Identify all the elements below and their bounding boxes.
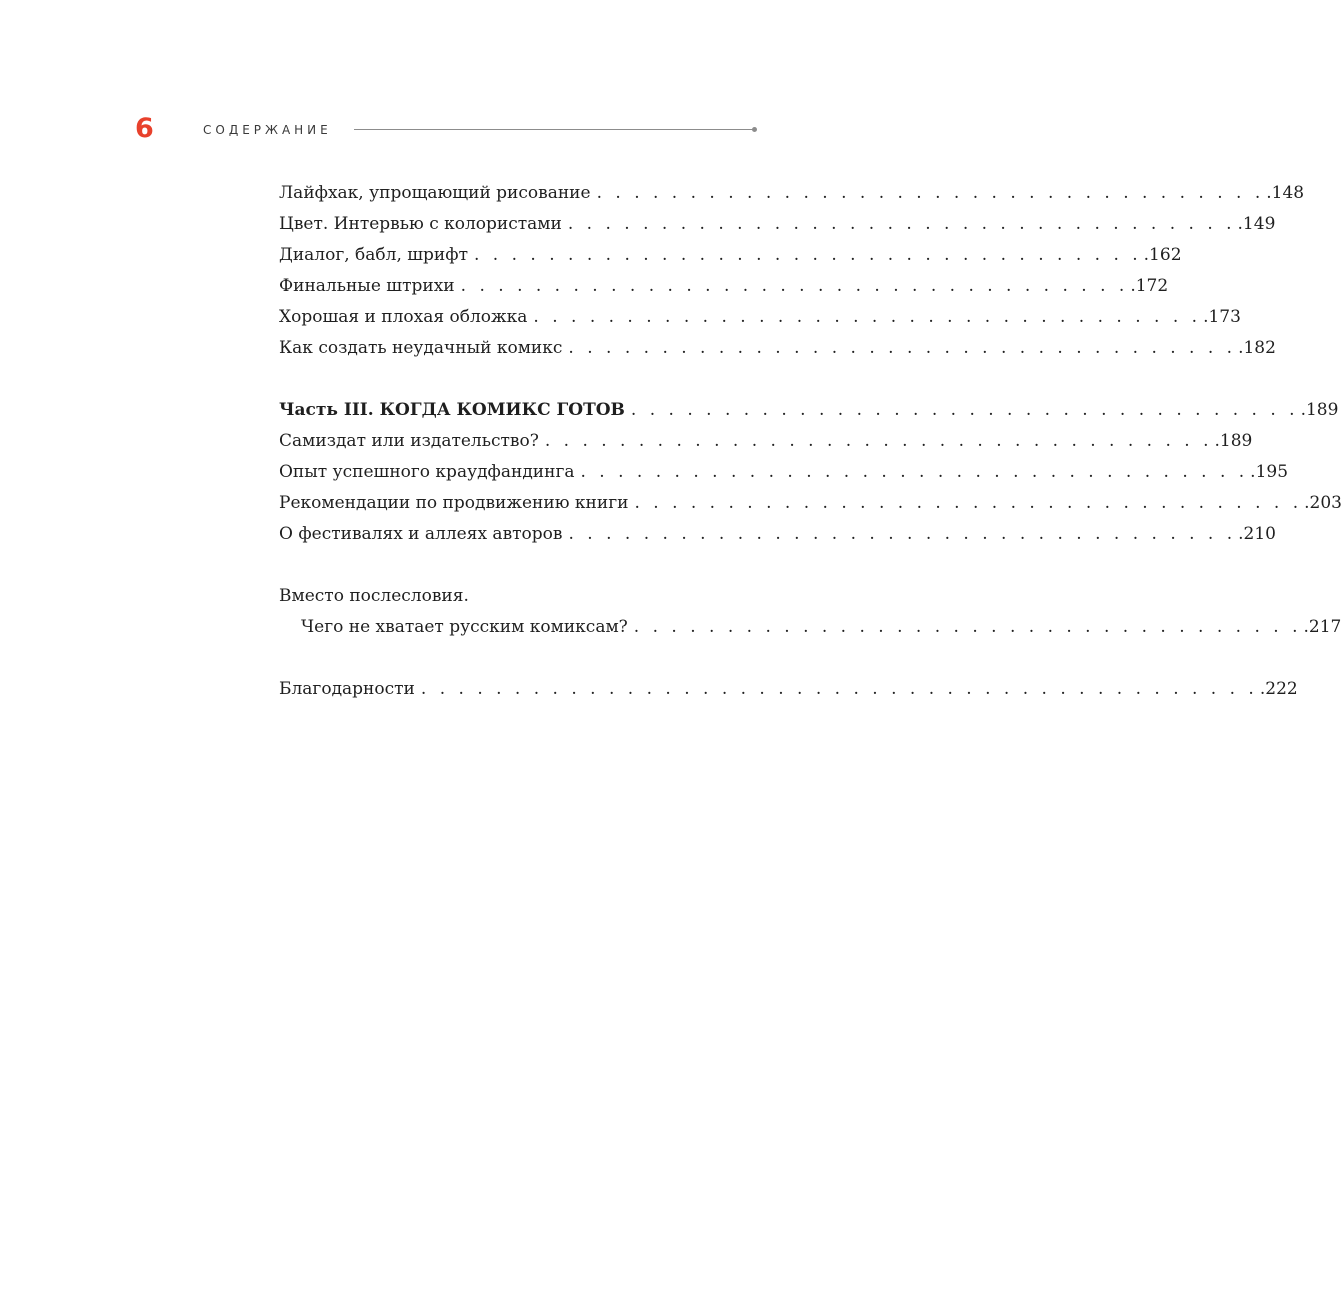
toc-entry-title: Хорошая и плохая обложка <box>279 307 528 327</box>
dot-leader: . . . . . . . . . . . . . . . . . . . . . . . . . . . . . . . . . . . . <box>596 183 1265 203</box>
toc-entry-page: .162 <box>1143 245 1182 265</box>
dot-leader: . . . . . . . . . . . . . . . . . . . . . . . . . . . . . . . . . . . . <box>568 524 1237 544</box>
toc-entry-page: .210 <box>1238 524 1276 544</box>
toc-entry-page: .149 <box>1237 214 1276 234</box>
toc-entry <box>279 178 1305 209</box>
toc-entry-title: О фестивалях и аллеях авторов <box>279 524 563 544</box>
toc-entry-title: Диалог, бабл, шрифт <box>279 245 468 265</box>
section-spacer <box>279 643 752 674</box>
dot-leader: . . . . . . . . . . . . . . . . . . . . . . . . . . . . . . . . . . . . <box>630 400 1299 420</box>
toc-entry-title: Цвет. Интервью с колористами <box>279 214 562 234</box>
toc-entry-title: Самиздат или издательство? <box>279 431 539 451</box>
toc-entry <box>279 674 1298 705</box>
toc-entry-page: .189 <box>1300 400 1339 420</box>
running-head: СОДЕРЖАНИЕ <box>203 123 332 137</box>
toc-part-heading <box>279 395 1339 426</box>
toc-entry-page: .182 <box>1238 338 1276 358</box>
toc-entry-page: .148 <box>1266 183 1305 203</box>
dot-leader: . . . . . . . . . . . . . . . . . . . . . . . . . . . . . . . . . . . . <box>580 462 1249 482</box>
toc-entry-title: Опыт успешного краудфандинга <box>279 462 575 482</box>
section-spacer <box>279 550 752 581</box>
toc-entry <box>279 457 1289 488</box>
toc-entry-title: Как создать неудачный комикс <box>279 338 563 358</box>
dot-leader: . . . . . . . . . . . . . . . . . . . . . . . . . . . . . . . . . . . . <box>473 245 1142 265</box>
toc-entry-page: .173 <box>1203 307 1241 327</box>
afterword-heading: Вместо послесловия. <box>279 586 469 606</box>
toc-entry-title: Чего не хватает русским комиксам? <box>301 617 628 637</box>
dot-leader: . . . . . . . . . . . . . . . . . . . . . . . . . . . . . . . . . . . . <box>533 307 1202 327</box>
section-spacer <box>279 364 752 395</box>
toc-entry-title: Лайфхак, упрощающий рисование <box>279 183 591 203</box>
header-rule <box>354 129 753 130</box>
toc-entry-page: .222 <box>1259 679 1298 699</box>
table-of-contents <box>279 178 1342 705</box>
toc-entry-page: .189 <box>1214 431 1253 451</box>
toc-entry <box>279 240 1182 271</box>
toc-entry-page: .172 <box>1130 276 1169 296</box>
toc-entry-page: .203 <box>1304 493 1342 513</box>
dot-leader: . . . . . . . . . . . . . . . . . . . . . . . . . . . . . . . . . . . . <box>634 493 1303 513</box>
toc-entry-title: Благодарности <box>279 679 415 699</box>
dot-leader: . . . . . . . . . . . . . . . . . . . . . . . . . . . . . . . . . . . . <box>544 431 1213 451</box>
page-number: 6 <box>135 113 154 144</box>
toc-entry-page: .217 <box>1303 617 1342 637</box>
header-rule-dot <box>752 127 757 132</box>
toc-entry <box>279 612 1342 643</box>
toc-entry <box>279 333 1276 364</box>
dot-leader: . . . . . . . . . . . . . . . . . . . . . . . . . . . . . . . . . . . . <box>567 214 1236 234</box>
dot-leader: . . . . . . . . . . . . . . . . . . . . . . . . . . . . . . . . . . . . <box>460 276 1129 296</box>
toc-entry-title: Финальные штрихи <box>279 276 455 296</box>
toc-entry-page: .195 <box>1250 462 1289 482</box>
dot-leader: . . . . . . . . . . . . . . . . . . . . . . . . . . . . . . . . . . . . <box>568 338 1237 358</box>
toc-entry <box>279 488 1342 519</box>
toc-entry <box>279 519 1276 550</box>
toc-entry <box>279 426 1253 457</box>
dot-leader: . . . . . . . . . . . . . . . . . . . . . . . . . . . . . . . . . . . . . . . . . . . . . <box>420 679 1258 699</box>
toc-entry <box>279 209 1276 240</box>
dot-leader: . . . . . . . . . . . . . . . . . . . . . . . . . . . . . . . . . . . . <box>633 617 1302 637</box>
toc-entry-title: Часть III. КОГДА КОМИКС ГОТОВ <box>279 400 625 420</box>
toc-entry-title: Рекомендации по продвижению книги <box>279 493 629 513</box>
toc-entry <box>279 302 1241 333</box>
toc-entry <box>279 271 1169 302</box>
